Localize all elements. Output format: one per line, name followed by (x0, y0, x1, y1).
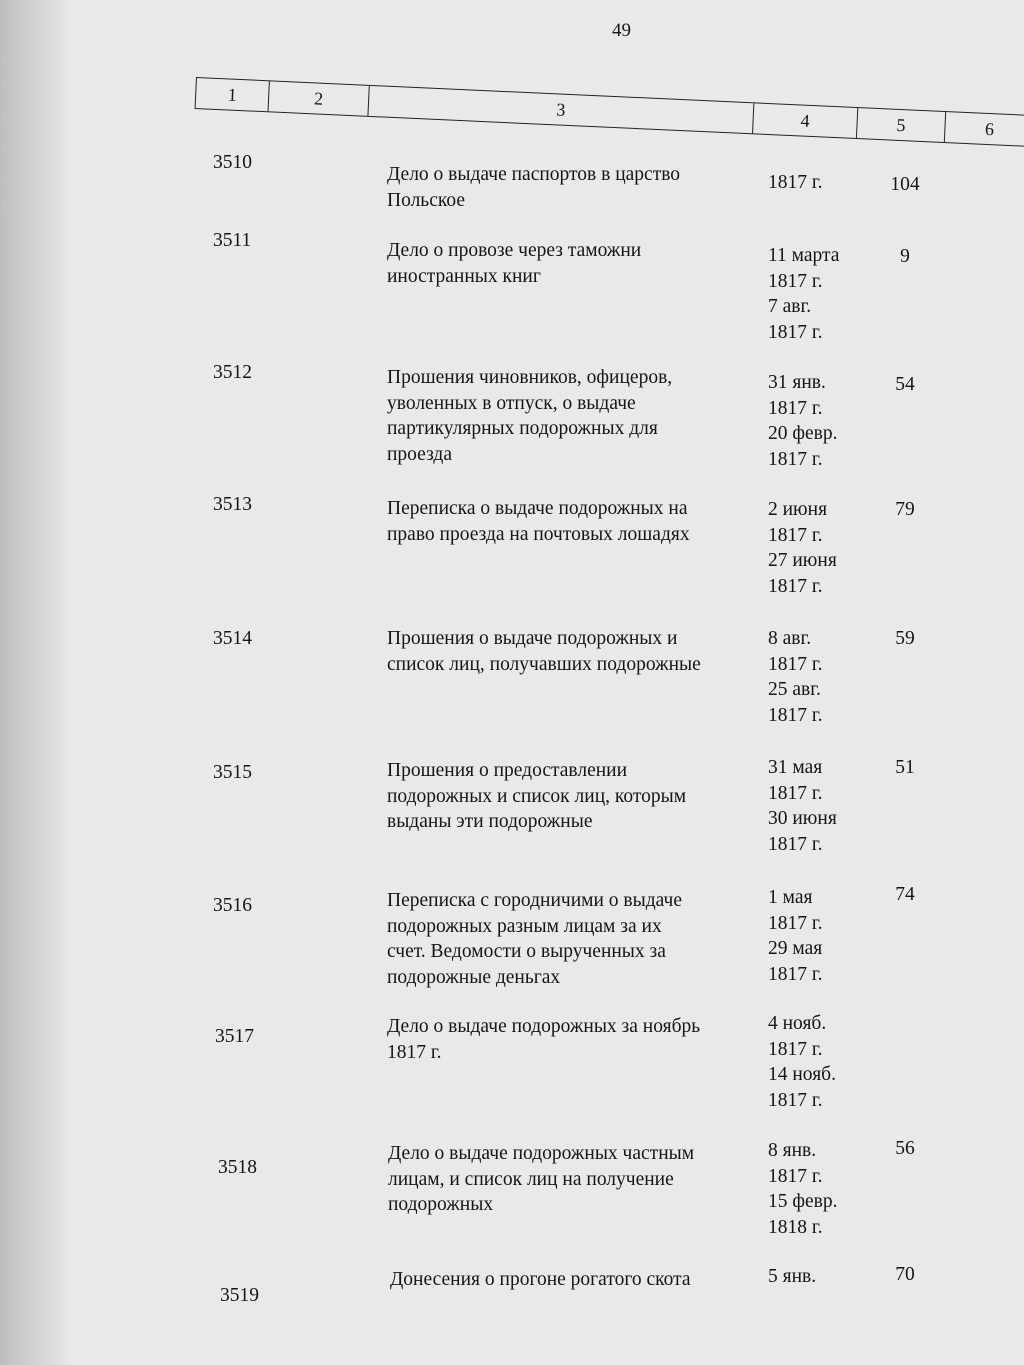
entry-sheets: 56 (895, 1138, 915, 1159)
entry-number: 3515 (213, 762, 252, 783)
entry-number: 3518 (218, 1157, 257, 1178)
entry-description: Дело о выдаче подорожных частным лицам, и список лиц на получение подорожных (388, 1143, 695, 1215)
entry-dates: 1817 г. (768, 172, 823, 193)
entry-description: Прошения о предоставлении подорожных и список лиц, которым выданы эти подорожные (387, 760, 687, 832)
header-col-2: 2 (268, 81, 369, 116)
left-page-edge (0, 0, 70, 1365)
entry-sheets: 70 (895, 1264, 915, 1285)
entry-description: Донесения о прогоне рогатого скота (390, 1269, 691, 1290)
header-col-1: 1 (195, 78, 269, 111)
entry-sheets: 9 (900, 246, 910, 267)
page-number: 49 (612, 20, 631, 41)
entry-number: 3513 (213, 494, 252, 515)
entry-sheets: 74 (895, 884, 915, 905)
entry-description: Переписка с городничими о выдаче подорожных разным лицам за их счет. Ведомости о вырученных за подорожные деньгах (387, 890, 682, 988)
entry-description: Дело о выдаче паспортов в царство Польское (387, 164, 681, 211)
table-header (195, 77, 1024, 147)
header-col-3: 3 (367, 86, 753, 133)
entry-description: Дело о провозе через таможни иностранных книг (387, 240, 642, 287)
entry-dates: 4 нояб. 1817 г. 14 нояб. 1817 г. (768, 1013, 836, 1111)
entry-dates: 8 янв. 1817 г. 15 февр. 1818 г. (768, 1140, 838, 1238)
header-col-6: 6 (944, 112, 1024, 146)
entry-number: 3517 (215, 1026, 254, 1047)
entry-sheets: 79 (895, 499, 915, 520)
entry-number: 3511 (213, 230, 252, 251)
bleed-through-glyphs: ш н р п е в (2, 45, 16, 215)
entry-description: Переписка о выдаче подорожных на право проезда на почтовых лошадях (387, 498, 690, 545)
entry-sheets: 59 (895, 628, 915, 649)
entry-dates: 31 мая 1817 г. 30 июня 1817 г. (768, 757, 837, 855)
entry-number: 3510 (213, 152, 252, 173)
entry-description: Прошения о выдаче подорожных и список лиц, получавших подорожные (387, 628, 701, 675)
entry-dates: 8 авг. 1817 г. 25 авг. 1817 г. (768, 628, 823, 726)
entry-number: 3514 (213, 628, 252, 649)
entry-description: Прошения чиновников, офицеров, уволенных в отпуск, о выдаче партикулярных подорожных для проезда (387, 367, 673, 465)
header-col-4: 4 (752, 103, 857, 138)
entry-dates: 11 марта 1817 г. 7 авг. 1817 г. (768, 245, 840, 343)
entry-number: 3512 (213, 362, 252, 383)
entry-dates: 2 июня 1817 г. 27 июня 1817 г. (768, 499, 837, 597)
entry-dates: 31 янв. 1817 г. 20 февр. 1817 г. (768, 372, 838, 470)
entry-sheets: 51 (895, 757, 915, 778)
header-col-5: 5 (856, 108, 945, 142)
entry-sheets: 104 (890, 174, 920, 195)
entry-dates: 5 янв. (768, 1266, 817, 1287)
entry-dates: 1 мая 1817 г. 29 мая 1817 г. (768, 887, 823, 985)
entry-number: 3516 (213, 895, 252, 916)
entry-number: 3519 (220, 1285, 259, 1306)
entry-sheets: 54 (895, 374, 915, 395)
entry-description: Дело о выдаче подорожных за ноябрь 1817 г. (387, 1016, 701, 1063)
